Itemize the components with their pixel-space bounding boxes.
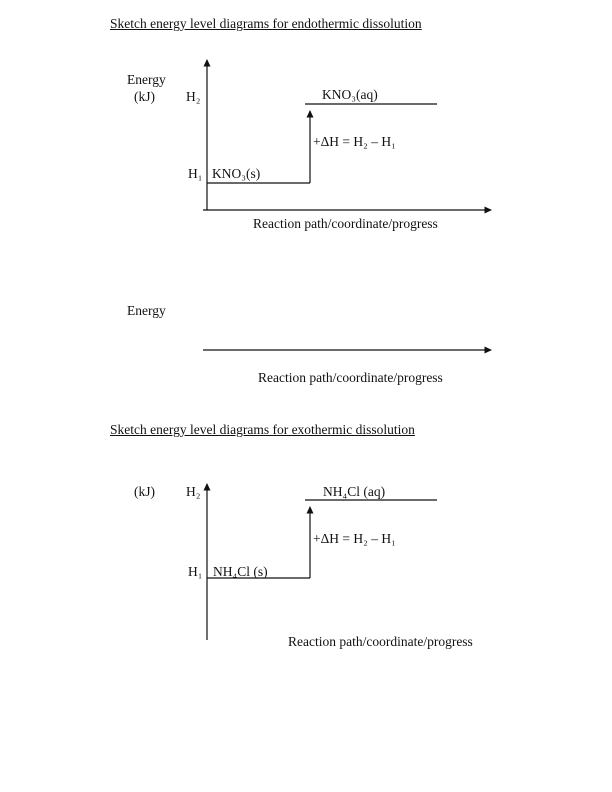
exo-energy-axis-units: (kJ)	[134, 484, 155, 499]
title-exothermic: Sketch energy level diagrams for exothermic dissolution	[110, 422, 415, 437]
endo-lower-species-label: KNO₃(s)	[212, 166, 261, 181]
exo-lower-species-label: NH₄Cl (s)	[213, 564, 268, 579]
endo-energy-axis-units: (kJ)	[134, 89, 155, 104]
endo-upper-level-label: H₂	[186, 89, 201, 104]
endo-reaction-axis-label: Reaction path/coordinate/progress	[253, 216, 438, 231]
exo-reaction-axis-label: Reaction path/coordinate/progress	[288, 634, 473, 649]
blank-reaction-axis-label: Reaction path/coordinate/progress	[258, 370, 443, 385]
endo-energy-axis-label: Energy	[127, 72, 166, 87]
exo-enthalpy-equation: +ΔH = H₂ – H₁	[313, 531, 396, 546]
endo-upper-species-label: KNO₃(aq)	[322, 87, 378, 102]
title-endothermic: Sketch energy level diagrams for endothermic dissolution	[110, 16, 422, 31]
endo-enthalpy-equation: +ΔH = H₂ – H₁	[313, 134, 396, 149]
exo-upper-species-label: NH₄Cl (aq)	[323, 484, 386, 499]
exo-upper-level-label: H₂	[186, 484, 201, 499]
blank-energy-axis-label: Energy	[127, 303, 166, 318]
exo-lower-level-label: H₁	[188, 564, 203, 579]
endo-lower-level-label: H₁	[188, 166, 203, 181]
